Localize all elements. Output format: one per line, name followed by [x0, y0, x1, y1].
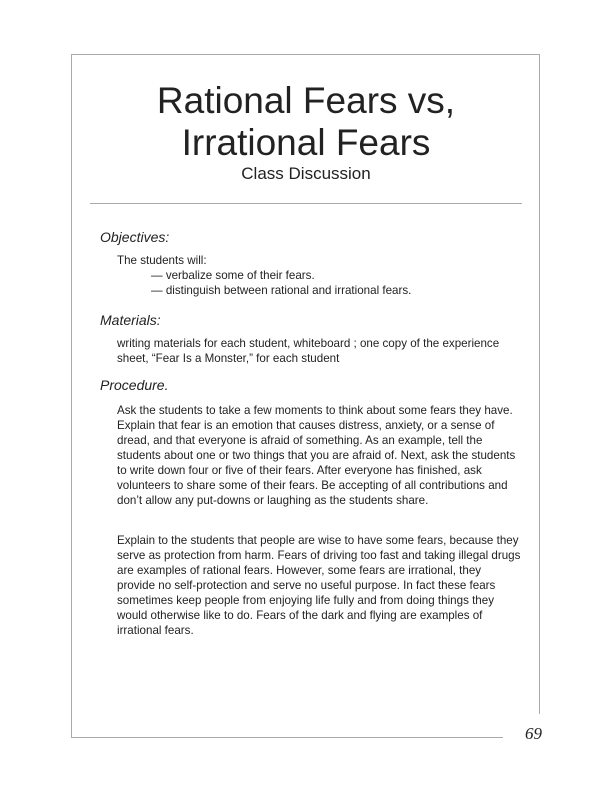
page-frame-bottom	[71, 737, 503, 738]
title-line-2: Irrational Fears	[181, 122, 431, 163]
procedure-section	[117, 403, 522, 508]
page-number: 69	[525, 724, 542, 743]
page-frame-right	[539, 54, 540, 714]
title-line-1: Rational Fears vs,	[156, 80, 456, 121]
materials-paragraph: writing materials for each student, whiteboard ; one copy of the experience sheet, “Fear Is a Monster,” for each student	[117, 337, 500, 365]
objective-item: — distinguish between rational and irrational fears.	[151, 284, 412, 297]
page-subtitle: Class Discussion	[241, 164, 371, 183]
page-frame-top	[71, 54, 540, 55]
objectives-intro: The students will:	[117, 254, 207, 267]
objective-item: — verbalize some of their fears.	[151, 269, 315, 282]
page-title	[90, 80, 522, 164]
procedure-paragraph-2: Explain to the students that people are wise to have some fears, because they serve as protection from harm. Fears of driving too fast and taking illegal drugs are examples of rational fears. However, some fears are irrational, they provide no self-protection and serve no useful purpose. In fact these fears sometimes keep people from enjoying life fully and from doing things they would otherwise like to do. Fears of the dark and flying are examples of irrational fears.	[117, 534, 521, 637]
procedure-heading: Procedure.	[100, 377, 169, 393]
objectives-section	[117, 253, 522, 298]
procedure-section-2	[117, 533, 522, 638]
objectives-heading: Objectives:	[100, 229, 170, 245]
page-frame-left	[71, 54, 72, 738]
materials-text	[117, 336, 522, 366]
materials-heading: Materials:	[100, 312, 161, 328]
title-divider	[90, 203, 522, 204]
procedure-paragraph-1: Ask the students to take a few moments to think about some fears they have. Explain that fear is an emotion that causes distress, anxiety, or a sense of dread, and that everyone is afraid of something. As an example, tell the students about one or two things that you are afraid of. Next, ask the students to write down four or five of their fears. After everyone has finished, ask volunteers to share some of their fears. Be accepting of all contributions and don’t allow any put-downs or laughing as the students share.	[117, 404, 516, 507]
